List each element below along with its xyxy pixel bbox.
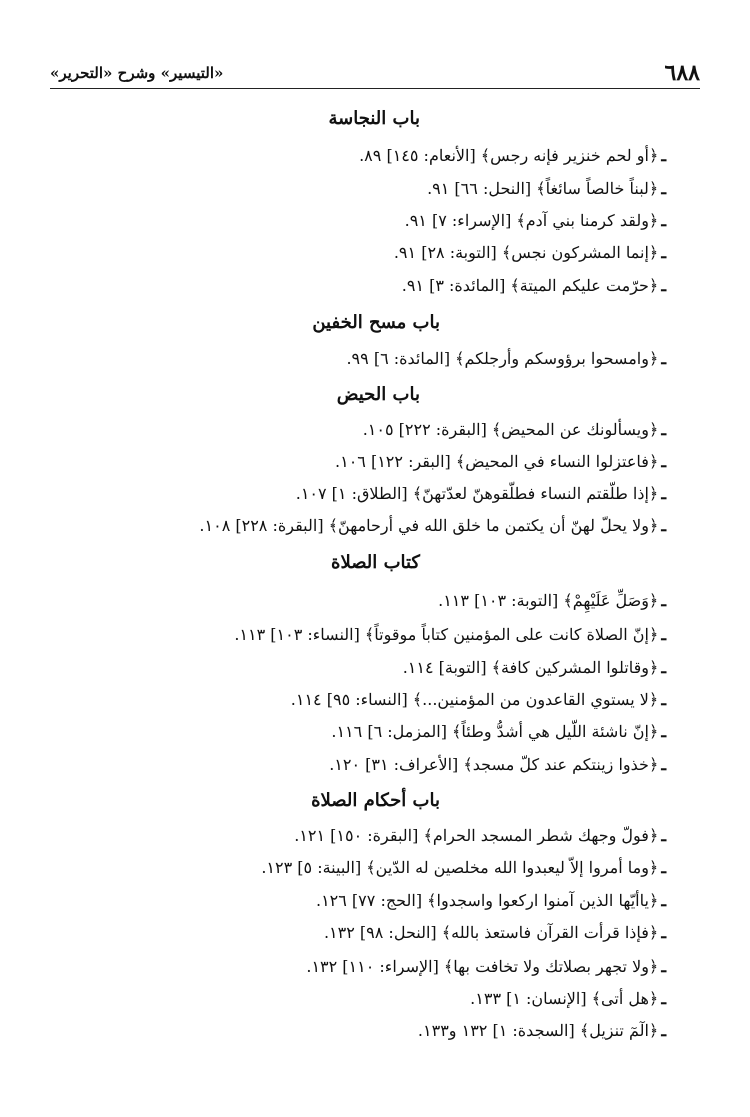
verse-entry: ـ﴿ياأيّها الذين آمنوا اركعوا واسجدوا﴾ [الحج: ٧٧] ١٢٦. [315,891,666,910]
section-heading: باب مسح الخفين [312,312,440,333]
section-heading: باب الحيض [336,384,420,405]
verse-entry: ـ﴿أو لحم خنزير فإنه رجس﴾ [الأنعام: ١٤٥] ٨٩. [359,146,666,165]
verse-entry: ـ﴿إنّ الصلاة كانت على المؤمنين كتاباً موقوتاً﴾ [النساء: ١٠٣] ١١٣. [234,625,666,644]
verse-entry: ـ﴿ولا يحلّ لهنّ أن يكتمن ما خلق الله في أرحامهنّ﴾ [البقرة: ٢٢٨] ١٠٨. [199,516,666,535]
verse-entry: ـ﴿وما أمروا إلاّ ليعبدوا الله مخلصين له الدّين﴾ [البينة: ٥] ١٢٣. [261,858,666,877]
section-heading: باب النجاسة [328,108,420,129]
verse-entry: ـ﴿وَصَلِّ عَلَيْهِمْ﴾ [التوبة: ١٠٣] ١١٣. [438,591,666,610]
verse-entry: ـ﴿هل أتى﴾ [الإنسان: ١] ١٣٣. [470,989,666,1008]
section-heading: كتاب الصلاة [331,552,420,573]
verse-entry: ـ﴿فاعتزلوا النساء في المحيض﴾ [البقر: ١٢٢] ١٠٦. [335,452,666,471]
verse-entry: ـ﴿ويسألونك عن المحيض﴾ [البقرة: ٢٢٢] ١٠٥. [362,420,666,439]
verse-entry: ـ﴿فولّ وجهك شطر المسجد الحرام﴾ [البقرة: ١٥٠] ١٢١. [294,826,666,845]
verse-entry: ـ﴿لبناً خالصاً سائغاً﴾ [النحل: ٦٦] ٩١. [427,179,666,198]
verse-entry: ـ﴿إنما المشركون نجس﴾ [التوبة: ٢٨] ٩١. [393,243,666,262]
verse-entry: ـ﴿إذا طلّقتم النساء فطلّقوهنّ لعدّتهنّ﴾ [الطلاق: ١] ١٠٧. [295,484,666,503]
verse-entry: ـ﴿وقاتلوا المشركين كافة﴾ [التوبة] ١١٤. [402,658,666,677]
verse-entry: ـ﴿خذوا زينتكم عند كلّ مسجد﴾ [الأعراف: ٣١] ١٢٠. [329,755,666,774]
section-heading: باب أحكام الصلاة [311,790,440,811]
verse-entry: ـ﴿وامسحوا برؤوسكم وأرجلكم﴾ [المائدة: ٦] ٩٩. [346,349,666,368]
page-number: ٦٨٨ [664,60,700,86]
verse-entry: ـ﴿إنّ ناشئة اللّيل هي أشدُّ وطئاً﴾ [المزمل: ٦] ١١٦. [331,722,666,741]
verse-entry: ـ﴿حرّمت عليكم الميتة﴾ [المائدة: ٣] ٩١. [401,276,666,295]
verse-entry: ـ﴿ولقد كرمنا بني آدم﴾ [الإسراء: ٧] ٩١. [404,211,666,230]
running-title: «التيسير» وشرح «التحرير» [50,64,224,82]
verse-entry: ـ﴿الٓمٓ تنزيل﴾ [السجدة: ١] ١٣٢ و١٣٣. [417,1021,666,1040]
verse-entry: ـ﴿فإذا قرأت القرآن فاستعذ بالله﴾ [النحل: ٩٨] ١٣٢. [323,923,666,942]
verse-entry: ـ﴿لا يستوي القاعدون من المؤمنين...﴾ [النساء: ٩٥] ١١٤. [290,690,666,709]
verse-entry: ـ﴿ولا تجهر بصلاتك ولا تخافت بها﴾ [الإسراء: ١١٠] ١٣٢. [306,957,666,976]
